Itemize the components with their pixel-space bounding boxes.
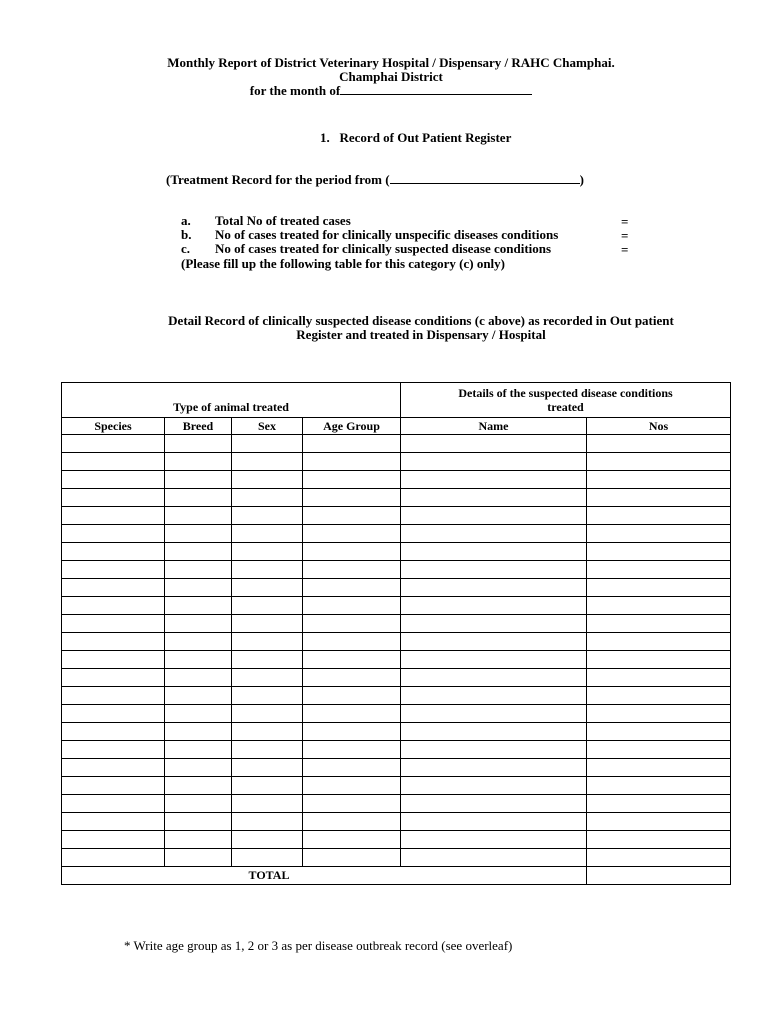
table-row [62,723,731,741]
table-row [62,741,731,759]
table-cell[interactable] [232,651,303,669]
table-cell[interactable] [62,561,165,579]
table-cell[interactable] [303,813,401,831]
table-cell[interactable] [587,759,731,777]
table-row [62,759,731,777]
table-cell[interactable] [401,651,587,669]
table-cell[interactable] [165,705,232,723]
group-header-disease [401,383,731,418]
instruction-text: (Please fill up the following table for this category (c) only) [181,256,505,271]
table-cell[interactable] [401,741,587,759]
table-cell[interactable] [62,687,165,705]
table-cell[interactable] [401,435,587,453]
table-row [62,831,731,849]
table-cell[interactable] [401,849,587,867]
col-header-breed: Breed [165,418,232,435]
table-group-header-row [62,383,731,418]
table-cell[interactable] [62,471,165,489]
table-cell[interactable] [587,741,731,759]
table-cell[interactable] [165,615,232,633]
table-cell[interactable] [401,543,587,561]
month-blank[interactable] [340,83,532,95]
table-cell[interactable] [232,597,303,615]
detail-heading-line1: Detail Record of clinically suspected disease conditions (c above) as recorded in Out patient [168,313,674,328]
table-cell[interactable] [401,561,587,579]
table-row [62,651,731,669]
table-cell[interactable] [303,489,401,507]
month-line [0,83,768,98]
table-cell[interactable] [62,741,165,759]
table-cell[interactable] [62,705,165,723]
table-cell[interactable] [165,759,232,777]
table-cell[interactable] [62,489,165,507]
report-title: Monthly Report of District Veterinary Hospital / Dispensary / RAHC Champhai. [167,55,615,70]
table-row [62,633,731,651]
item-c-text: No of cases treated for clinically suspected disease conditions [215,241,552,256]
table-row [62,561,731,579]
table-cell[interactable] [165,831,232,849]
table-cell[interactable] [401,579,587,597]
table-cell[interactable] [62,633,165,651]
item-a-text: Total No of treated cases [215,213,351,228]
table-row [62,849,731,867]
table-row [62,777,731,795]
table-cell[interactable] [232,849,303,867]
table-cell[interactable] [587,579,731,597]
table-cell[interactable] [587,561,731,579]
table-cell[interactable] [587,489,731,507]
table-row [62,705,731,723]
table-cell[interactable] [401,705,587,723]
table-cell[interactable] [165,507,232,525]
table-cell[interactable] [232,453,303,471]
district-name: Champhai District [339,69,443,84]
table-cell[interactable] [587,543,731,561]
period-suffix: ) [579,172,584,187]
table-cell[interactable] [401,777,587,795]
table-cell[interactable] [232,795,303,813]
group-header-disease-line2: treated [547,400,584,414]
table-cell[interactable] [303,525,401,543]
table-row [62,687,731,705]
table-cell[interactable] [401,669,587,687]
table-cell[interactable] [401,723,587,741]
table-cell[interactable] [401,597,587,615]
table-cell[interactable] [62,777,165,795]
table-row [62,669,731,687]
item-b-letter: b. [181,227,192,242]
table-row [62,525,731,543]
table-cell[interactable] [232,705,303,723]
table-cell[interactable] [303,651,401,669]
table-cell[interactable] [165,489,232,507]
table-cell[interactable] [165,723,232,741]
table-row [62,543,731,561]
month-label: for the month of [249,83,341,98]
table-cell[interactable] [401,489,587,507]
table-cell[interactable] [587,507,731,525]
table-cell[interactable] [401,453,587,471]
table-cell[interactable] [62,831,165,849]
item-c-letter: c. [181,241,191,256]
table-cell[interactable] [401,615,587,633]
table-cell[interactable] [587,525,731,543]
table-cell[interactable] [62,597,165,615]
table-row [62,579,731,597]
table-cell[interactable] [232,525,303,543]
table-cell[interactable] [165,669,232,687]
table-cell[interactable] [587,849,731,867]
table-cell[interactable] [232,777,303,795]
table-row [62,813,731,831]
table-cell[interactable] [165,561,232,579]
table-cell[interactable] [587,795,731,813]
section-number: 1. [320,130,330,145]
table-cell[interactable] [401,633,587,651]
record-table [61,382,731,885]
table-cell[interactable] [165,633,232,651]
table-cell[interactable] [303,849,401,867]
table-cell[interactable] [303,561,401,579]
item-a-letter: a. [181,213,191,228]
table-cell[interactable] [232,435,303,453]
item-a-equals: = [621,214,629,229]
table-cell[interactable] [165,651,232,669]
table-cell[interactable] [232,471,303,489]
table-cell[interactable] [165,453,232,471]
table-cell[interactable] [401,507,587,525]
table-cell[interactable] [587,651,731,669]
table-cell[interactable] [303,669,401,687]
table-row [62,435,731,453]
table-cell[interactable] [165,687,232,705]
item-c-equals: = [621,242,629,257]
table-cell[interactable] [401,831,587,849]
table-cell[interactable] [303,741,401,759]
table-cell[interactable] [62,453,165,471]
table-cell[interactable] [587,669,731,687]
item-b-text: No of cases treated for clinically unspecific diseases conditions [215,227,559,242]
table-cell[interactable] [303,507,401,525]
table-cell[interactable] [62,651,165,669]
col-header-nos: Nos [587,418,731,435]
col-header-sex: Sex [232,418,303,435]
table-cell[interactable] [587,615,731,633]
section-title: Record of Out Patient Register [339,130,512,145]
table-cell[interactable] [165,741,232,759]
table-cell[interactable] [587,597,731,615]
table-cell[interactable] [62,525,165,543]
table-cell[interactable] [303,777,401,795]
table-cell[interactable] [587,723,731,741]
table-cell[interactable] [165,813,232,831]
group-header-disease-line1: Details of the suspected disease conditions [458,386,673,400]
table-row [62,453,731,471]
table-cell[interactable] [232,831,303,849]
table-cell[interactable] [401,813,587,831]
table-cell[interactable] [232,561,303,579]
table-column-header-row [62,418,731,435]
table-row [62,471,731,489]
table-cell[interactable] [62,723,165,741]
table-cell[interactable] [303,543,401,561]
table-cell[interactable] [165,579,232,597]
table-cell[interactable] [303,723,401,741]
table-cell[interactable] [587,831,731,849]
table-cell[interactable] [232,543,303,561]
table-cell[interactable] [232,741,303,759]
table-cell[interactable] [62,615,165,633]
table-cell[interactable] [62,543,165,561]
table-row [62,795,731,813]
item-c [181,242,551,256]
section-heading [320,130,511,146]
table-cell[interactable] [62,669,165,687]
table-row [62,597,731,615]
table-cell[interactable] [401,795,587,813]
table-cell[interactable] [303,633,401,651]
table-cell[interactable] [587,777,731,795]
table-cell[interactable] [587,705,731,723]
table-cell[interactable] [587,435,731,453]
table-cell[interactable] [232,759,303,777]
table-cell[interactable] [62,795,165,813]
table-cell[interactable] [401,471,587,489]
period-line [166,172,584,188]
table-cell[interactable] [232,615,303,633]
table-cell[interactable] [303,453,401,471]
col-header-name: Name [401,418,587,435]
table-cell[interactable] [165,597,232,615]
table-cell[interactable] [62,579,165,597]
table-cell[interactable] [165,543,232,561]
col-header-age-group: Age Group [303,418,401,435]
table-cell[interactable] [232,687,303,705]
table-cell[interactable] [303,795,401,813]
table-cell[interactable] [303,687,401,705]
table-cell[interactable] [303,435,401,453]
table-cell[interactable] [62,849,165,867]
table-cell[interactable] [165,795,232,813]
table-cell[interactable] [232,507,303,525]
table-cell[interactable] [587,633,731,651]
table-cell[interactable] [303,615,401,633]
table-cell[interactable] [62,813,165,831]
table-cell[interactable] [232,723,303,741]
table-cell[interactable] [401,687,587,705]
table-cell[interactable] [587,453,731,471]
table-cell[interactable] [303,831,401,849]
table-cell[interactable] [303,579,401,597]
table-cell[interactable] [303,705,401,723]
period-blank[interactable] [390,172,580,184]
item-a [181,214,351,228]
table-row [62,489,731,507]
total-label: TOTAL [62,867,587,885]
table-cell[interactable] [165,849,232,867]
total-row [62,867,731,885]
total-nos-cell[interactable] [587,867,731,885]
table-cell[interactable] [232,489,303,507]
table-cell[interactable] [165,777,232,795]
item-b-equals: = [621,228,629,243]
group-header-animal: Type of animal treated [62,383,401,418]
table-cell[interactable] [401,759,587,777]
table-cell[interactable] [62,507,165,525]
footnote: * Write age group as 1, 2 or 3 as per disease outbreak record (see overleaf) [124,938,513,953]
table-cell[interactable] [303,759,401,777]
table-cell[interactable] [401,525,587,543]
item-b [181,228,558,242]
table-cell[interactable] [587,471,731,489]
table-cell[interactable] [232,579,303,597]
period-prefix: (Treatment Record for the period from ( [166,172,390,187]
table-cell[interactable] [587,687,731,705]
detail-heading-line2: Register and treated in Dispensary / Hospital [296,327,546,342]
table-cell[interactable] [232,669,303,687]
table-cell[interactable] [165,525,232,543]
table-cell[interactable] [62,435,165,453]
table-cell[interactable] [165,471,232,489]
table-cell[interactable] [303,471,401,489]
table-cell[interactable] [587,813,731,831]
table-cell[interactable] [303,597,401,615]
table-cell[interactable] [165,435,232,453]
col-header-species: Species [62,418,165,435]
table-row [62,615,731,633]
table-cell[interactable] [232,633,303,651]
table-cell[interactable] [232,813,303,831]
table-cell[interactable] [62,759,165,777]
table-row [62,507,731,525]
